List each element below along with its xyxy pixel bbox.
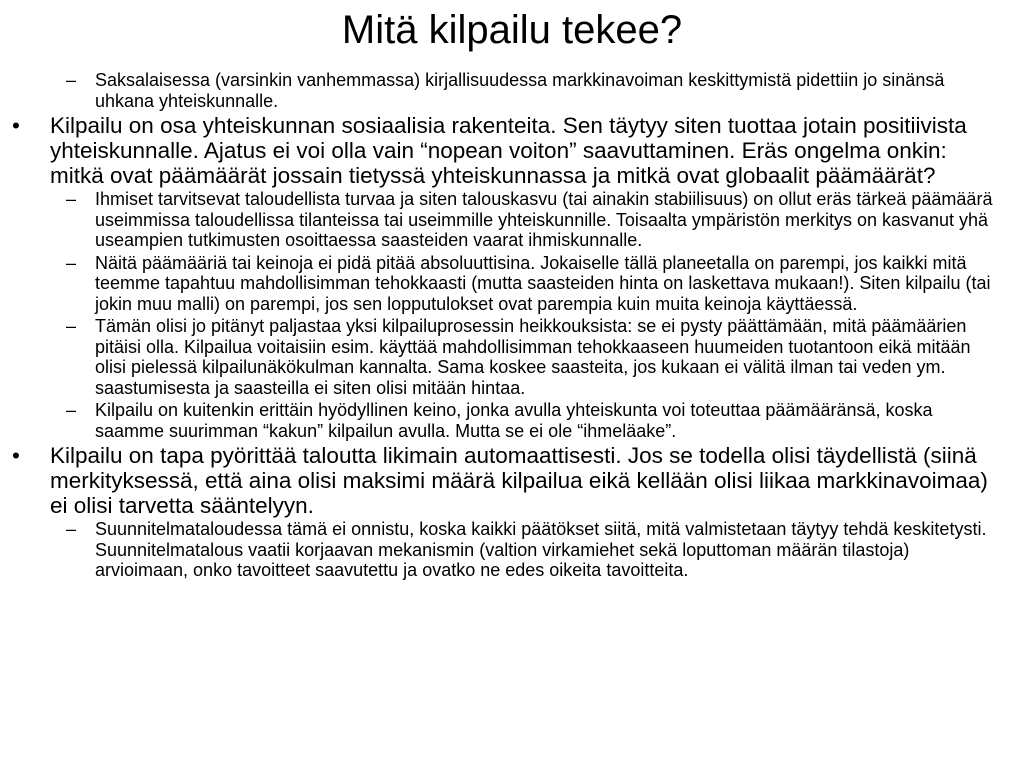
slide-body (0, 70, 1024, 583)
dash-marker: – (66, 252, 77, 273)
item-text: Ihmiset tarvitsevat taloudellista turvaa ja siten talouskasvu (tai ainakin stabiilisuus) on ollut eräs tärkeä päämäärä useimmissa taloudellissa tilanteissa tai useimmille yhteiskunnille. Toisaalta ympäristön merkitys on kasvanut yhä useampien tutkimusten osoittaessa saasteiden vaarat ihmiskunnalle. (95, 189, 993, 250)
item-text: Kilpailu on osa yhteiskunnan sosiaalisia rakenteita. Sen täytyy siten tuottaa jotain positiivista yhteiskunnalle. Ajatus ei voi olla vain “nopean voiton” saavuttaminen. Eräs ongelma onkin: mitkä ovat päämäärät jossain tietyssä yhteiskunnassa ja mitkä ovat globaalit päämäärät? (50, 113, 967, 188)
dash-item (0, 189, 1024, 251)
dash-marker: – (66, 316, 77, 336)
bullet-item (0, 113, 1024, 188)
dash-item (0, 400, 1024, 441)
dash-item (0, 253, 1024, 315)
bullet-marker: • (12, 443, 20, 468)
item-text: Suunnitelmataloudessa tämä ei onnistu, koska kaikki päätökset siitä, mitä valmistetaan täytyy tehdä keskitetysti. Suunnitelmatalous vaatii korjaavan mekanismin (valtion virkamiehet sekä loputtoman määrän tilastoja) arvioimaan, onko tavoitteet saavutettu ja ovatko ne edes oikeita tavoitteita. (95, 519, 987, 580)
dash-item (0, 316, 1024, 398)
slide-title: Mitä kilpailu tekee? (341, 8, 683, 52)
item-text: Näitä päämääriä tai keinoja ei pidä pitää absoluuttisina. Jokaiselle tällä planeetalla on parempi, jos kaikki mitä teemme tapahtuu mahdollisimman tehokkaasti (mutta saasteiden hinta on laskettava mukaan!). Siten kilpailu (tai jokin muu malli) on parempi, jos sen lopputulokset ovat parempia kuin muita keinoja käyttäessä. (95, 252, 991, 314)
dash-item (0, 70, 1024, 111)
dash-marker: – (66, 70, 77, 90)
bullet-marker: • (12, 113, 20, 138)
dash-marker: – (66, 189, 77, 209)
item-text: Kilpailu on tapa pyörittää taloutta likimain automaattisesti. Jos se todella olisi täydellistä (siinä merkityksessä, että aina olisi maksimi määrä kilpailua eikä kellään olisi liikaa markkinavoimaa) ei olisi tarvetta sääntelyyn. (50, 443, 988, 518)
bullet-item (0, 443, 1024, 518)
dash-marker: – (66, 400, 77, 420)
item-text: Saksalaisessa (varsinkin vanhemmassa) kirjallisuudessa markkinavoiman keskittymistä pidettiin jo sinänsä uhkana yhteiskunnalle. (95, 70, 945, 111)
item-text: Tämän olisi jo pitänyt paljastaa yksi kilpailuprosessin heikkouksista: se ei pysty päättämään, mitä päämäärien pitäisi olla. Kilpailua voitaisiin esim. käyttää mahdollisimman tehokkaaseen huumeiden tuotantoon eikä mitään olisi pielessä kilpailunäkökulman kannalta. Sama koskee saasteita, jos kukaan ei välitä ilman tai veden ym. saastumisesta ja saasteilla ei siten olisi mitään hintaa. (95, 316, 971, 398)
dash-marker: – (66, 519, 77, 539)
dash-item (0, 519, 1024, 581)
item-text: Kilpailu on kuitenkin erittäin hyödyllinen keino, jonka avulla yhteiskunta voi toteuttaa päämääränsä, koska saamme suurimman “kakun” kilpailun avulla. Mutta se ei ole “ihmeläake”. (95, 400, 933, 441)
